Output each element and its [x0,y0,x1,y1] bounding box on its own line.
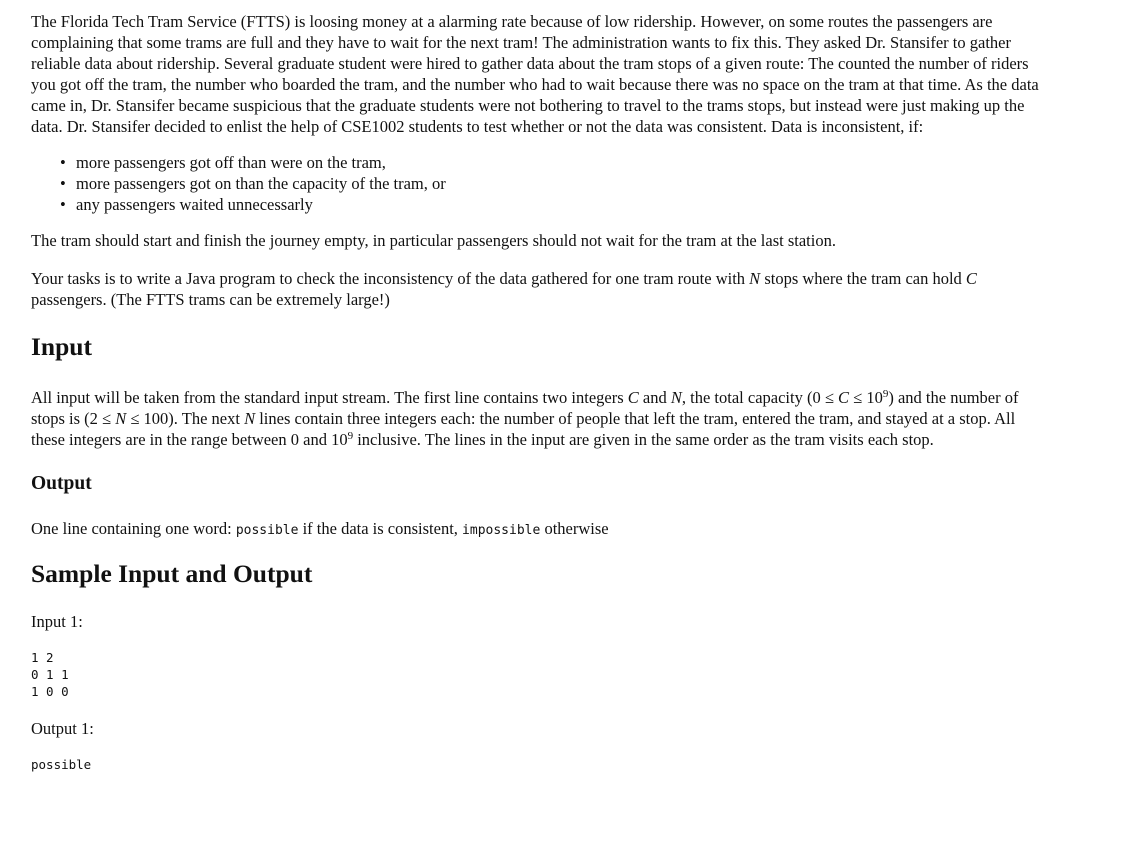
list-item: • any passengers waited unnecessarly [60,195,313,214]
sample-input-block: 1 2 0 1 1 1 0 0 [31,650,69,699]
input-paragraph: All input will be taken from the standard input stream. The first line contains two integers C and N, the total capacity $(0 \le C \le 10^9)$ and the number of stops is (2 ≤ N ≤ 100). The next N lines contain three integers each: the number of people that left the tram, entered the tram, and stayed at a stop. All these integers are in the range between 0 and $10^9$ inclusive. The lines in the input are given in the same order as the tram visits each stop. [31,388,1019,449]
bullet-icon: • [60,195,66,214]
tram-rule-paragraph: The tram should start and finish the journey empty, in particular passengers should not wait for the tram at the last station. [31,231,836,250]
possible-keyword: possible [235,523,299,538]
output-heading: Output [31,473,92,494]
sample-heading: Sample Input and Output [31,559,313,588]
inconsistency-list [31,152,1046,215]
intro-paragraph: The Florida Tech Tram Service (FTTS) is loosing money at a alarming rate because of low ridership. However, on some routes the passengers are complaining that some trams are full and they have to wait for the next tram! The administration wants to fix this. They asked Dr. Stansifer to gather reliable data about ridership. Several graduate student were hired to gather data about the tram stops of a given route: The counted the number of riders you got off the tram, the number who boarded the tram, and the number who had to wait because there was no space on the tram at that time. As the data came in, Dr. Stansifer became suspicious that the graduate students were not bothering to travel to the trams stops, but instead were just making up the data. Dr. Stansifer decided to enlist the help of CSE1002 students to test whether or not the data was consistent. Data is inconsistent, if: [31,12,1039,136]
list-item: • more passengers got on than the capacity of the tram, or [60,174,446,193]
bullet-icon: • [60,174,66,193]
sample-output-block: possible [31,757,92,772]
input-heading: Input [31,332,92,361]
list-item: • more passengers got off than were on the tram, [60,153,386,172]
sample-output-label: Output 1: [31,719,94,738]
sample-input-label: Input 1: [31,612,83,631]
task-paragraph: Your tasks is to write a Java program to check the inconsistency of the data gathered for one tram route with N stops where the tram can hold C passengers. (The FTTS trams can be extremely large!) [31,269,977,309]
bullet-icon: • [60,153,66,172]
output-paragraph: One line containing one word: possible if the data is consistent, impossible otherwise [31,519,609,538]
impossible-keyword: impossible [462,523,541,538]
